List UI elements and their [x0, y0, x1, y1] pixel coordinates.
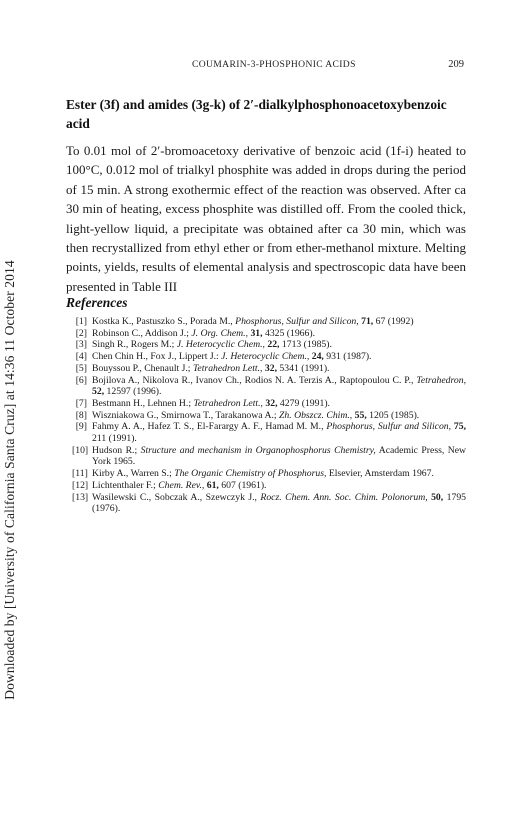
reference-volume: 22, [264, 339, 280, 351]
reference-details: 12597 (1996). [104, 386, 162, 398]
reference-journal: Zh. Obszcz. Chim., [279, 409, 353, 421]
reference-volume: 71, [358, 316, 374, 327]
reference-volume: 50, [427, 491, 444, 503]
reference-volume: 32, [262, 397, 278, 409]
reference-details: 1795 (1976). [92, 491, 467, 515]
reference-details: 67 (1992) [373, 316, 414, 327]
reference-list [66, 316, 466, 515]
reference-authors: Bouyssou P., Chenault J.; [92, 362, 193, 374]
reference-journal: Phosphorus, Sulfur and Silicon, [326, 421, 452, 433]
running-title: COUMARIN-3-PHOSPHONIC ACIDS [192, 59, 356, 70]
reference-journal: Tetrahedron Lett., [193, 397, 263, 409]
reference-authors: Chen Chin H., Fox J., Lippert J.: [92, 351, 222, 363]
reference-volume: 31, [248, 327, 263, 339]
reference-item [66, 316, 466, 328]
reference-item [66, 410, 466, 422]
reference-number: [ 12 ] [72, 480, 90, 492]
reference-details: 1713 (1985). [279, 339, 332, 351]
reference-journal: Tetrahedron, [416, 374, 466, 386]
reference-authors: Robinson C., Addison J.; [92, 327, 192, 339]
reference-number: [ 6 ] [72, 375, 90, 387]
reference-details: 5341 (1991). [277, 362, 330, 374]
reference-details: Elsevier, Amsterdam 1967. [326, 468, 434, 480]
reference-item [66, 492, 466, 515]
reference-authors: Hudson R.; [92, 444, 141, 456]
reference-volume: 61, [204, 479, 219, 491]
reference-details: 607 (1961). [218, 479, 267, 491]
reference-journal: J. Org. Chem., [191, 327, 249, 339]
reference-journal: The Organic Chemistry of Phosphorus, [174, 468, 327, 480]
reference-authors: Wasilewski C., Sobczak A., Szewczyk J., [92, 491, 261, 503]
reference-volume: 55, [352, 409, 367, 421]
reference-item [66, 480, 466, 492]
reference-number: [ 11 ] [72, 468, 90, 480]
reference-number: [ 3 ] [72, 339, 90, 351]
page-number: 209 [448, 59, 464, 70]
reference-details: 4279 (1991). [277, 397, 330, 409]
reference-authors: Lichtenthaler F.; [92, 479, 159, 491]
reference-volume: 32, [262, 362, 277, 374]
download-watermark [2, 240, 18, 720]
reference-details: 931 (1987). [323, 351, 372, 363]
reference-item [66, 363, 466, 375]
reference-item [66, 421, 466, 444]
reference-number: [ 10 ] [72, 445, 90, 457]
reference-details: Academic Press, New York 1965. [92, 444, 467, 468]
reference-journal: Phosphorus, Sulfur and Silicon, [235, 316, 359, 327]
reference-item [66, 328, 466, 340]
reference-authors: Singh R., Rogers M.; [92, 339, 177, 351]
reference-volume: 52, [92, 386, 105, 398]
reference-number: [ 4 ] [72, 351, 90, 363]
reference-authors: Bestmann H., Lehnen H.; [92, 397, 194, 409]
reference-item [66, 445, 466, 468]
reference-journal: Structure and mechanism in Organophosphorus Chemistry, [140, 444, 376, 456]
reference-authors: Kostka K., Pastuszko S., Porada M., [92, 316, 236, 327]
reference-number: [ 7 ] [72, 398, 90, 410]
section-title: Ester (3f) and amides (3g-k) of 2′-dialkylphosphonoacetoxybenzoic acid [66, 97, 447, 131]
reference-number: [ 13 ] [72, 492, 90, 504]
reference-volume: 75, [451, 421, 466, 433]
reference-authors: Bojilova A., Nikolova R., Ivanov Ch., Rodios N. A. Terzis A., Raptopoulou C. P., [92, 374, 417, 386]
reference-item [66, 398, 466, 410]
reference-authors: Wiszniakowa G., Smirnowa T., Tarakanowa A.; [92, 409, 279, 421]
reference-journal: Tetrahedron Lett., [192, 362, 263, 374]
reference-number: [ 9 ] [72, 421, 90, 433]
reference-authors: Fahmy A. A., Hafez T. S., El-Farargy A. F., Hamad M. M., [92, 421, 327, 433]
reference-details: 4325 (1966). [262, 327, 316, 339]
procedure-paragraph: To 0.01 mol of 2′-bromoacetoxy derivative of benzoic acid (1f-i) heated to 100°C, 0.012 mol of trialkyl phosphite was added in drops during the period of 15 min. A strong exothermic effect of the reaction was observed. After ca 30 min of heating, excess phosphite was distilled off. From the cooled thick, light-yellow liquid, a precipitate was obtained after ca 30 min, which was then recrystallized from ethyl ether or from ether-methanol mixture. Melting points, yields, results of elemental analysis and spectroscopic data have been presented in Table III [66, 143, 466, 294]
reference-item [66, 339, 466, 351]
running-head [66, 59, 466, 75]
reference-details: 1205 (1985). [366, 409, 420, 421]
download-watermark-text: Downloaded by [University of California Santa Cruz] at 14:36 11 October 2014 [2, 260, 17, 700]
reference-volume: 24, [309, 351, 324, 363]
reference-journal: Rocz. Chem. Ann. Soc. Chim. Polonorum, [260, 491, 428, 503]
reference-journal: J. Heterocyclic Chem., [176, 339, 265, 351]
reference-number: [ 5 ] [72, 363, 90, 375]
reference-journal: Chem. Rev., [158, 479, 205, 491]
reference-number: [ 8 ] [72, 410, 90, 422]
reference-item [66, 351, 466, 363]
reference-number: [ 2 ] [72, 328, 90, 340]
reference-details: 211 (1991). [92, 433, 137, 445]
reference-journal: J. Heterocyclic Chem., [221, 351, 310, 363]
reference-item [66, 468, 466, 480]
reference-number: [ 1 ] [72, 316, 90, 328]
references-heading: References [66, 295, 128, 310]
reference-item [66, 375, 466, 398]
reference-authors: Kirby A., Warren S.; [92, 468, 175, 480]
